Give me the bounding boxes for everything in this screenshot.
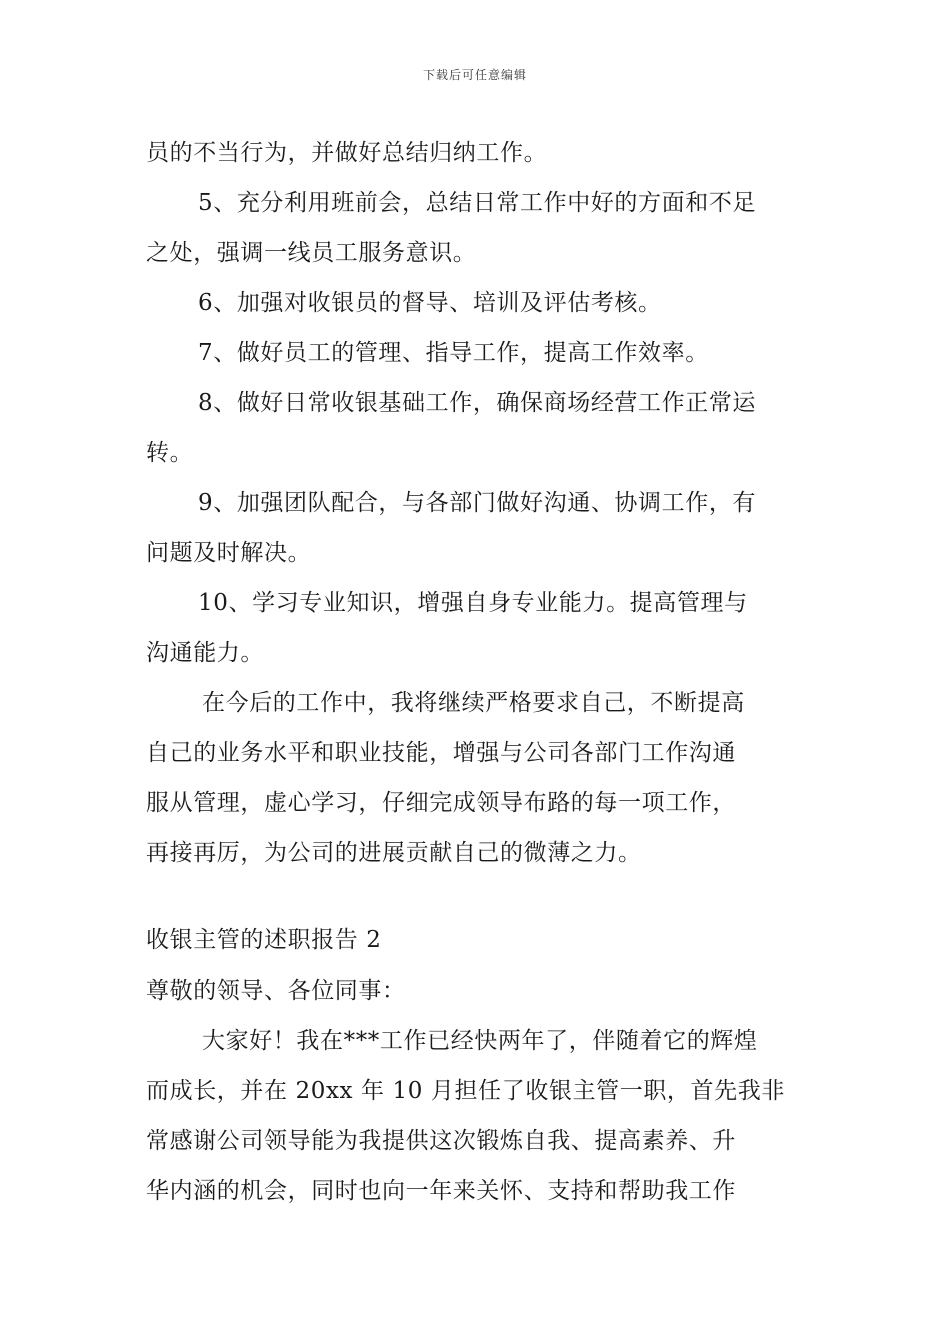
list-item-7: 7、做好员工的管理、指导工作，提高工作效率。	[198, 340, 709, 366]
list-item-8-line-1: 8、做好日常收银基础工作，确保商场经营工作正常运	[198, 390, 757, 416]
list-item-5-line-2: 之处，强调一线员工服务意识。	[146, 240, 477, 266]
intro-paragraph-line-3: 常感谢公司领导能为我提供这次锻炼自我、提高素养、升	[146, 1128, 736, 1154]
intro-paragraph-line-1: 大家好！我在***工作已经快两年了，伴随着它的辉煌	[202, 1028, 758, 1054]
page-header-note: 下载后可任意编辑	[422, 68, 527, 82]
list-item-6: 6、加强对收银员的督导、培训及评估考核。	[198, 290, 662, 316]
section-title: 收银主管的述职报告 2	[146, 927, 382, 953]
list-item-9-line-2: 问题及时解决。	[146, 540, 312, 566]
text-line: 员的不当行为，并做好总结归纳工作。	[146, 140, 548, 166]
list-item-10-line-2: 沟通能力。	[146, 640, 264, 666]
list-item-10-line-1: 10、学习专业知识，增强自身专业能力。提高管理与	[198, 590, 748, 616]
closing-paragraph-line-1: 在今后的工作中，我将继续严格要求自己，不断提高	[202, 690, 745, 716]
section-gap	[146, 878, 810, 914]
intro-paragraph-line-2: 而成长，并在 20xx 年 10 月担任了收银主管一职，首先我非	[146, 1078, 785, 1104]
closing-paragraph-line-3: 服从管理，虚心学习，仔细完成领导布路的每一项工作，	[146, 790, 736, 816]
closing-paragraph-line-2: 自己的业务水平和职业技能，增强与公司各部门工作沟通	[146, 740, 736, 766]
document-body	[146, 128, 810, 1216]
list-item-5-line-1: 5、充分利用班前会，总结日常工作中好的方面和不足	[198, 190, 757, 216]
list-item-9-line-1: 9、加强团队配合，与各部门做好沟通、协调工作，有	[198, 490, 757, 516]
list-item-8-line-2: 转。	[146, 440, 194, 466]
salutation: 尊敬的领导、各位同事：	[146, 978, 406, 1004]
intro-paragraph-line-4: 华内涵的机会，同时也向一年来关怀、支持和帮助我工作	[146, 1178, 736, 1204]
closing-paragraph-line-4: 再接再厉，为公司的进展贡献自己的微薄之力。	[146, 840, 642, 866]
